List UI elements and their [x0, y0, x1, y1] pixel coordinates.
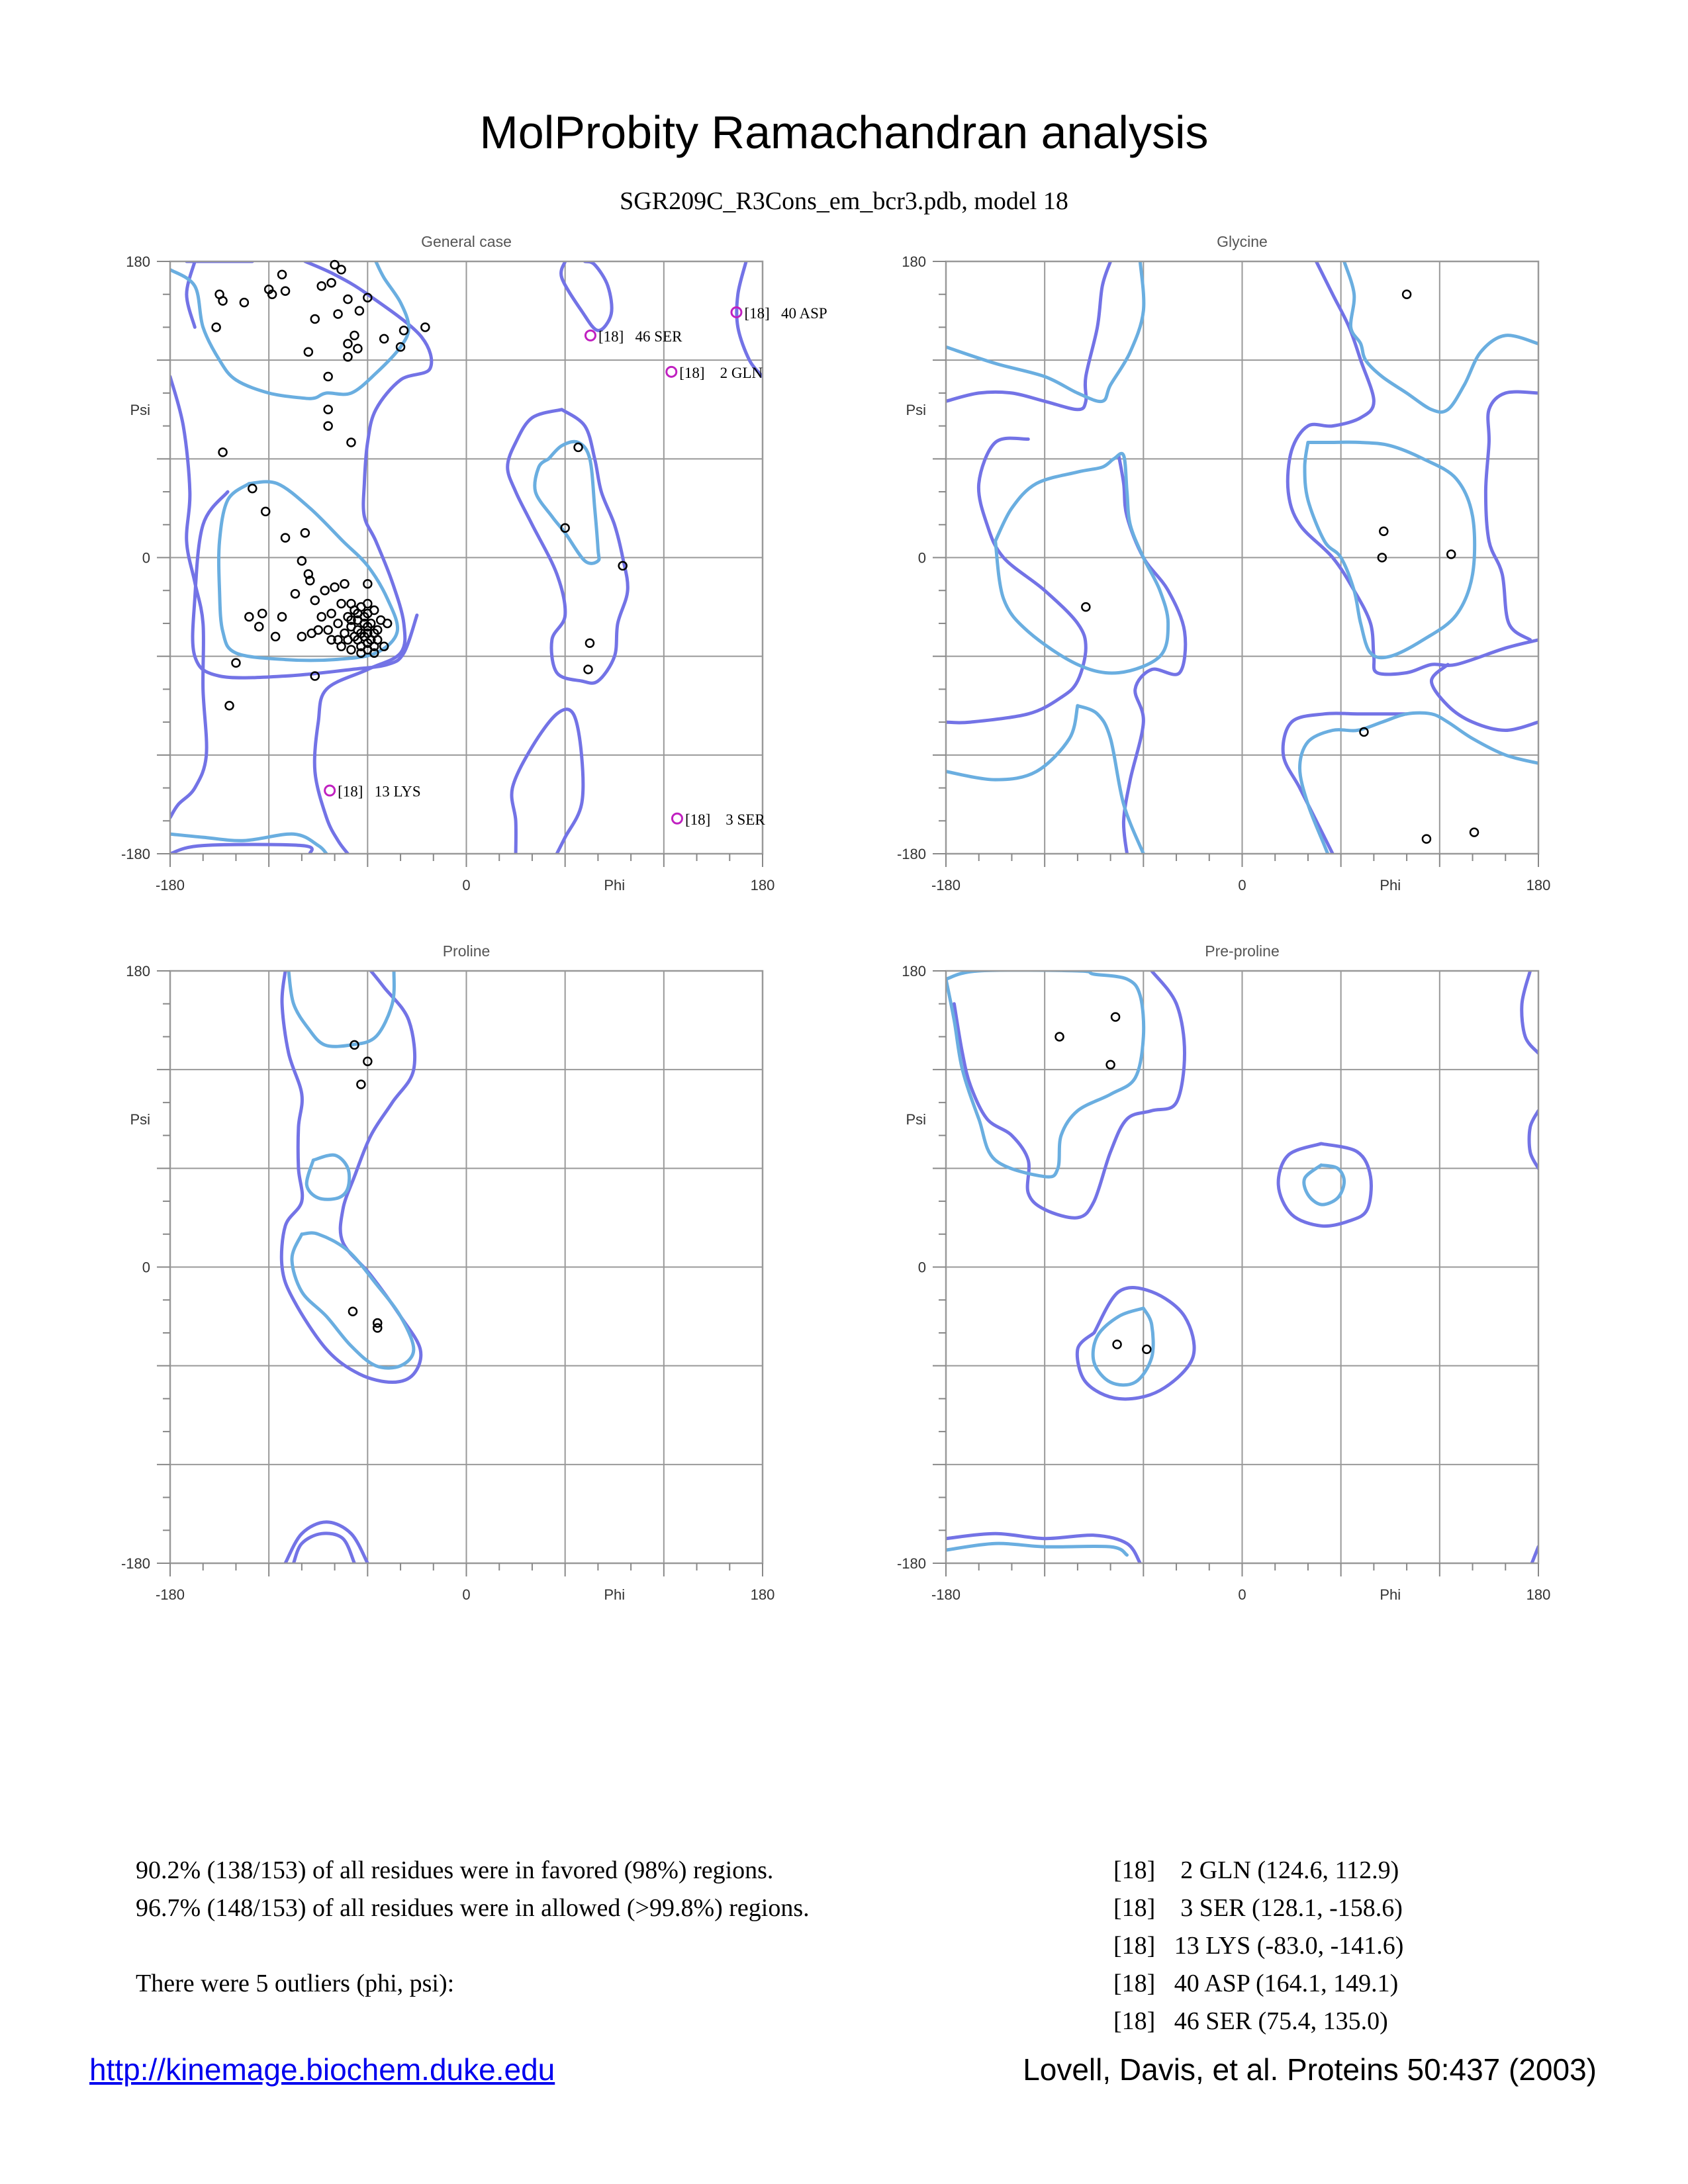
- allowed-contour: [1522, 971, 1538, 1053]
- data-point: [347, 646, 355, 654]
- allowed-contour: [1485, 392, 1538, 640]
- favored-contour: [946, 1543, 1127, 1555]
- y-tick-label: 180: [126, 253, 150, 270]
- data-point: [338, 643, 346, 651]
- allowed-contour: [1529, 1111, 1538, 1168]
- x-tick-label: 180: [1526, 877, 1551, 893]
- panel-title: Glycine: [1217, 233, 1268, 250]
- x-axis-label: Phi: [604, 1586, 626, 1603]
- data-point: [334, 619, 342, 627]
- allowed-stat: 96.7% (148/153) of all residues were in allowed (>99.8%) regions.: [136, 1894, 810, 1922]
- data-point: [318, 282, 326, 290]
- favored-contour: [1304, 1165, 1344, 1205]
- panel-glycine: [897, 233, 1550, 893]
- data-point: [575, 443, 583, 451]
- data-point: [311, 596, 319, 604]
- data-point: [258, 610, 266, 617]
- data-point: [1082, 603, 1090, 611]
- y-tick-label: -180: [120, 846, 150, 862]
- favored-contour: [1305, 442, 1475, 658]
- outlier-point: [325, 786, 335, 796]
- data-point: [338, 265, 346, 273]
- data-point: [308, 629, 316, 637]
- data-point: [301, 529, 309, 537]
- data-point: [380, 335, 388, 343]
- data-point: [324, 373, 332, 381]
- outlier-item: [18] 3 SER (128.1, -158.6): [1113, 1894, 1403, 1922]
- data-point: [421, 323, 429, 331]
- data-point: [344, 636, 352, 644]
- outlier-label: [18] 2 GLN: [679, 364, 763, 381]
- y-tick-label: 180: [902, 963, 926, 979]
- kinemage-link[interactable]: http://kinemage.biochem.duke.edu: [89, 2052, 555, 2087]
- allowed-contour: [508, 410, 628, 683]
- page-subtitle: SGR209C_R3Cons_em_bcr3.pdb, model 18: [620, 187, 1068, 215]
- allowed-contour: [170, 844, 312, 854]
- outlier-item: [18] 40 ASP (164.1, 149.1): [1113, 1970, 1399, 1997]
- data-point: [400, 326, 408, 334]
- data-point: [298, 633, 306, 641]
- x-tick-label: -180: [931, 877, 961, 893]
- x-tick-label: 180: [750, 1586, 775, 1603]
- data-point: [321, 586, 329, 594]
- outlier-label: [18] 13 LYS: [338, 783, 421, 800]
- outliers-intro: There were 5 outliers (phi, psi):: [136, 1970, 455, 1997]
- data-point: [212, 323, 220, 331]
- x-tick-label: 180: [750, 877, 775, 893]
- data-point: [331, 583, 339, 591]
- data-point: [344, 340, 352, 347]
- data-point: [240, 298, 248, 306]
- y-tick-label: -180: [120, 1555, 150, 1572]
- statistics-summary: [136, 1852, 810, 2003]
- y-axis-label: Psi: [130, 1111, 150, 1128]
- data-point: [1380, 527, 1387, 535]
- panel-general-case: [121, 233, 827, 893]
- y-tick-label: -180: [896, 1555, 926, 1572]
- allowed-contour: [954, 971, 1184, 1218]
- page-title: MolProbity Ramachandran analysis: [479, 107, 1209, 158]
- data-point: [370, 606, 378, 614]
- data-point: [349, 1308, 357, 1316]
- data-point: [341, 580, 349, 588]
- data-point: [226, 702, 234, 709]
- y-tick-label: 0: [917, 1259, 926, 1276]
- data-point: [334, 310, 342, 318]
- data-point: [584, 666, 592, 674]
- data-point: [278, 271, 286, 279]
- x-tick-label: 0: [1238, 877, 1246, 893]
- spacer-line: [136, 1927, 810, 1965]
- outlier-list: [1113, 1852, 1403, 2040]
- x-tick-label: 0: [1238, 1586, 1246, 1603]
- favored-stat: 90.2% (138/153) of all residues were in favored (98%) regions.: [136, 1856, 774, 1884]
- y-tick-label: -180: [896, 846, 926, 862]
- allowed-contour: [281, 971, 421, 1383]
- data-point: [278, 613, 286, 621]
- favored-contour: [1344, 261, 1538, 412]
- y-axis-label: Psi: [906, 1111, 926, 1128]
- data-point: [1423, 835, 1430, 843]
- data-point: [318, 613, 326, 621]
- data-point: [1470, 829, 1478, 837]
- data-point: [1113, 1340, 1121, 1348]
- outlier-point: [667, 367, 677, 377]
- y-tick-label: 180: [902, 253, 926, 270]
- allowed-contour: [170, 377, 207, 817]
- data-point: [324, 422, 332, 430]
- allowed-contour: [946, 261, 1111, 410]
- data-point: [219, 297, 227, 305]
- data-point: [232, 659, 240, 667]
- x-axis-label: Phi: [1380, 877, 1401, 893]
- x-axis-label: Phi: [604, 877, 626, 893]
- x-tick-label: 0: [462, 1586, 471, 1603]
- outlier-item: [18] 2 GLN (124.6, 112.9): [1113, 1856, 1399, 1884]
- favored-contour: [306, 1155, 349, 1199]
- data-point: [291, 590, 299, 598]
- favored-contour: [1300, 713, 1539, 854]
- data-point: [338, 600, 346, 608]
- data-point: [357, 1081, 365, 1089]
- data-point: [245, 613, 253, 621]
- data-point: [1403, 291, 1411, 298]
- data-point: [373, 1324, 381, 1332]
- data-point: [281, 287, 289, 295]
- citation: Lovell, Davis, et al. Proteins 50:437 (2003): [1023, 2052, 1597, 2087]
- data-point: [281, 534, 289, 542]
- data-point: [271, 633, 279, 641]
- allowed-contour: [1532, 1547, 1538, 1563]
- favored-contour: [170, 261, 409, 398]
- panel-pre-proline: [897, 942, 1550, 1603]
- data-point: [383, 619, 391, 627]
- y-tick-label: 0: [917, 549, 926, 567]
- data-point: [255, 623, 263, 631]
- allowed-contour: [512, 709, 583, 854]
- data-point: [347, 438, 355, 446]
- allowed-contour: [1288, 261, 1538, 674]
- x-tick-label: -180: [155, 1586, 185, 1603]
- data-point: [353, 345, 361, 353]
- y-tick-label: 180: [126, 963, 150, 979]
- data-point: [324, 626, 332, 634]
- data-point: [586, 639, 594, 647]
- outlier-label: [18] 40 ASP: [744, 304, 827, 322]
- favored-contour: [292, 1233, 414, 1368]
- y-tick-label: 0: [142, 549, 150, 567]
- favored-contour: [1078, 705, 1143, 854]
- allowed-contour: [187, 261, 195, 327]
- data-point: [219, 448, 227, 456]
- data-point: [1107, 1061, 1115, 1069]
- data-point: [311, 315, 319, 323]
- x-tick-label: 0: [462, 877, 471, 893]
- data-point: [328, 279, 336, 287]
- outlier-point: [672, 813, 682, 823]
- x-tick-label: -180: [155, 877, 185, 893]
- y-axis-label: Psi: [906, 401, 926, 418]
- allowed-contour: [285, 1522, 367, 1563]
- y-tick-label: 0: [142, 1259, 150, 1276]
- outlier-point: [585, 330, 595, 340]
- allowed-contour: [946, 438, 1086, 723]
- x-tick-label: -180: [931, 1586, 961, 1603]
- data-point: [324, 406, 332, 414]
- panel-title: General case: [421, 233, 512, 250]
- y-axis-label: Psi: [130, 401, 150, 418]
- data-point: [1111, 1013, 1119, 1021]
- outlier-item: [18] 46 SER (75.4, 135.0): [1113, 2007, 1388, 2035]
- data-point: [355, 307, 363, 315]
- data-point: [248, 484, 256, 492]
- panel-title: Pre-proline: [1205, 942, 1280, 960]
- allowed-contour: [1278, 1144, 1371, 1226]
- allowed-contour: [561, 261, 612, 330]
- outlier-item: [18] 13 LYS (-83.0, -141.6): [1113, 1932, 1404, 1960]
- data-point: [328, 610, 336, 617]
- x-axis-label: Phi: [1380, 1586, 1401, 1603]
- data-point: [344, 295, 352, 303]
- x-tick-label: 180: [1526, 1586, 1551, 1603]
- data-point: [1056, 1032, 1064, 1040]
- data-point: [350, 332, 358, 340]
- panel-title: Proline: [442, 942, 491, 960]
- allowed-contour: [294, 1533, 355, 1563]
- data-point: [305, 348, 312, 356]
- panel-proline: [121, 942, 774, 1603]
- favored-contour: [996, 453, 1168, 673]
- outlier-label: [18] 3 SER: [684, 811, 765, 828]
- outlier-label: [18] 46 SER: [598, 328, 682, 345]
